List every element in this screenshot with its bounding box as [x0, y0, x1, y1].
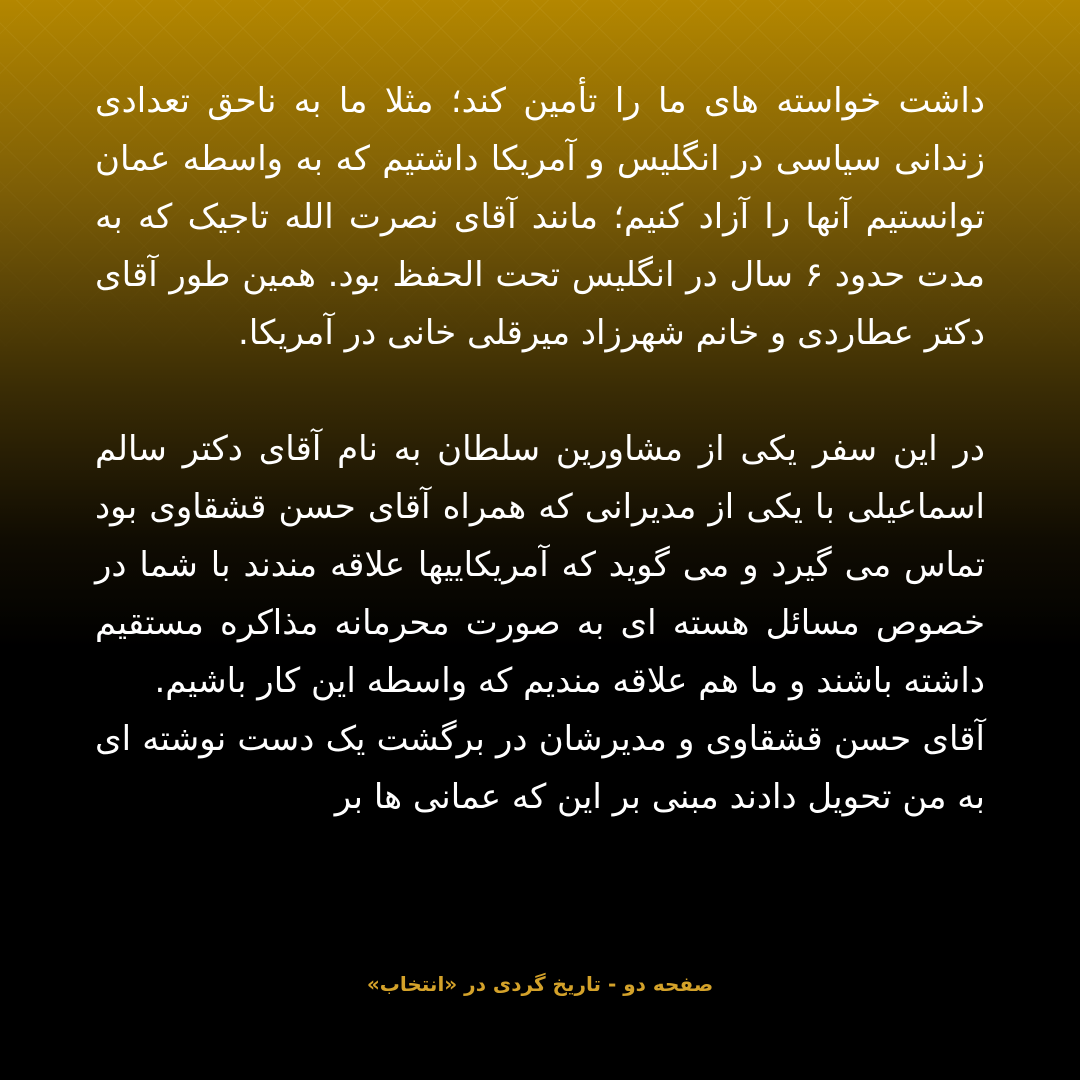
article-paragraph-1: داشت خواسته های ما را تأمین کند؛ مثلا ما به ناحق تعدادی زندانی سیاسی در انگلیس و آمریکا داشتیم که به واسطه عمان توانستیم آنها را آزاد کنیم؛ مانند آقای نصرت الله تاجیک که به مدت حدود ۶ سال در انگلیس تحت الحفظ بود. همین طور آقای دکتر عطاردی و خانم شهرزاد میرقلی خانی در آمریکا. [95, 81, 986, 353]
article-paragraph-3: آقای حسن قشقاوی و مدیرشان در برگشت یک دست نوشته ای به من تحویل دادند مبنی بر این که عمانی ها بر [95, 719, 985, 817]
article-paragraph-2: در این سفر یکی از مشاورین سلطان به نام آقای دکتر سالم اسماعیلی با یکی از مدیرانی که همراه آقای حسن قشقاوی بود تماس می گیرد و می گوید که آمریکاییها علاقه مندند با شما در خصوص مسائل هسته ای به صورت محرمانه مذاکره مستقیم داشته باشند و ما هم علاقه مندیم که واسطه این کار باشیم. [95, 429, 985, 701]
page-caption: صفحه دو - تاریخ گردی در «انتخاب» [366, 972, 714, 996]
paragraph-spacer [95, 362, 985, 420]
article-body [95, 72, 985, 826]
